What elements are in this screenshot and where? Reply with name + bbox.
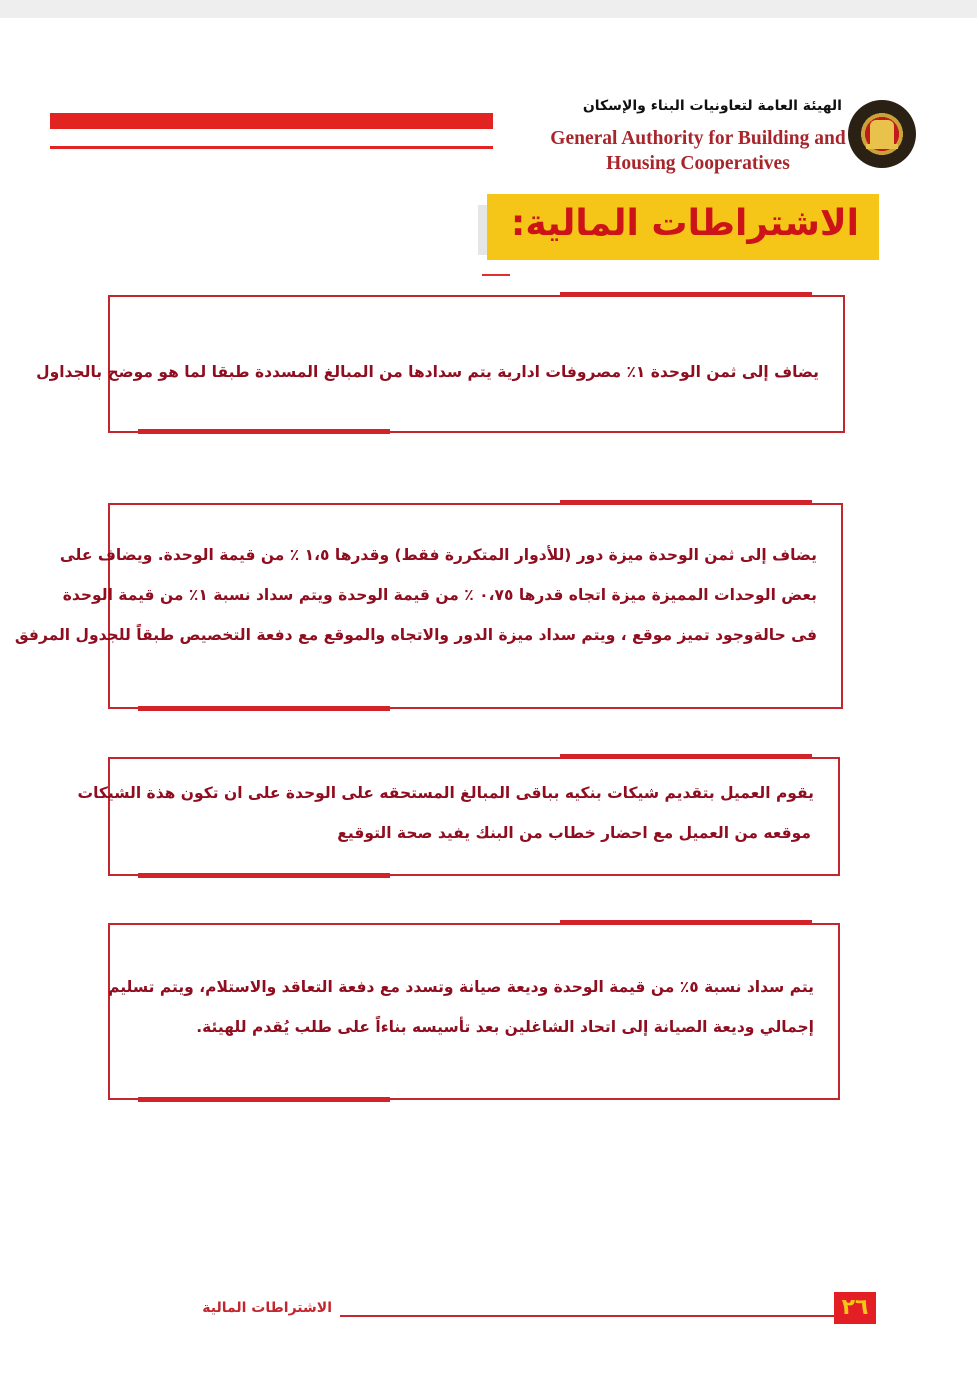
box-1-text <box>36 352 843 392</box>
box-4-text <box>110 967 838 1047</box>
box-2-line-3: فى حالةوجود تميز موقع ، ويتم سداد ميزة الدور والاتجاه والموقع مع دفعة التخصيص طبقاً للجدول المرفق <box>14 626 817 644</box>
box-3-bottom-accent <box>138 873 390 878</box>
box-3-line-2: موقعه من العميل مع احضار خطاب من البنك يفيد صحة التوقيع <box>337 824 811 842</box>
footer-rule <box>340 1315 834 1317</box>
box-1-top-accent <box>560 292 812 297</box>
box-1-line-1: يضاف إلى ثمن الوحدة ١٪ مصروفات ادارية يتم سدادها من المبالغ المسددة طبقا لما هو موضح بالجداول <box>36 363 819 381</box>
box-1-bottom-accent <box>138 429 390 434</box>
seal-building-shape <box>870 120 894 146</box>
seal-base-shape <box>866 144 898 149</box>
org-name-english-line2: Housing Cooperatives <box>606 153 790 174</box>
page-title-banner <box>487 194 879 260</box>
box-2-line-1: يضاف إلى ثمن الوحدة ميزة دور (للأدوار المتكررة فقط) وقدرها ١،٥ ٪ من قيمة الوحدة. ويضاف على <box>59 546 817 564</box>
header-rule-thick <box>50 113 493 129</box>
box-2-bottom-accent <box>138 706 390 711</box>
header-rule-thin <box>50 146 493 149</box>
box-3-top-accent <box>560 754 812 759</box>
box-2-top-accent <box>560 500 812 505</box>
footer-section-label: الاشتراطات المالية <box>202 1300 332 1316</box>
page-title: الاشتراطات المالية: <box>510 203 859 244</box>
financial-term-box-4 <box>108 923 840 1100</box>
financial-term-box-3 <box>77 757 840 876</box>
box-3-line-1: يقوم العميل بتقديم شيكات بنكيه بباقى المبالغ المستحقه على الوحدة على ان تكون هذة الشيكات <box>77 784 814 802</box>
financial-term-box-2 <box>14 503 843 709</box>
page-number: ٢٦ <box>834 1292 876 1324</box>
title-tick <box>482 274 510 276</box>
top-band <box>0 0 977 18</box>
box-2-line-2: بعض الوحدات المميزة ميزة اتجاه قدرها ٠،٧٥ ٪ من قيمة الوحدة ويتم سداد نسبة ١٪ من قيمة الوحدة <box>62 586 817 604</box>
box-4-bottom-accent <box>138 1097 390 1102</box>
org-name-arabic: الهيئة العامة لتعاونيات البناء والإسكان <box>582 98 842 114</box>
box-2-text <box>14 535 841 655</box>
authority-seal-icon <box>848 100 916 168</box>
box-4-line-2: إجمالي وديعة الصيانة إلى اتحاد الشاغلين بعد تأسيسه بناءاً على طلب يُقدم للهيئة. <box>196 1018 814 1036</box>
financial-term-box-1 <box>36 295 845 433</box>
box-3-text <box>77 773 838 853</box>
org-name-english-line1: General Authority for Building and <box>550 128 846 149</box>
box-4-top-accent <box>560 920 812 925</box>
box-4-line-1: يتم سداد نسبة ٥٪ من قيمة الوحدة وديعة صيانة وتسدد مع دفعة التعاقد والاستلام، ويتم تسليم <box>108 978 814 996</box>
org-name-english <box>548 126 848 176</box>
